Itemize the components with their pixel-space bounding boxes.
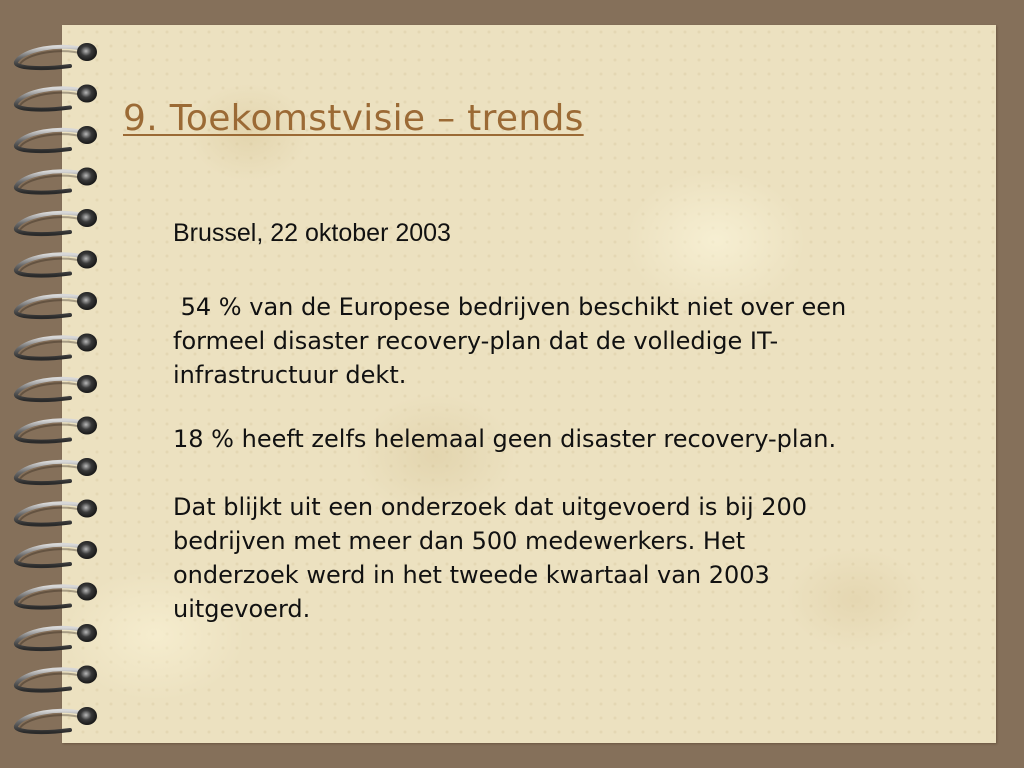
spiral-ring (16, 458, 97, 483)
spiral-ring (16, 541, 97, 566)
paragraph-statistic-54: 54 % van de Europese bedrijven beschikt niet over een formeel disaster recovery-plan dat de volledige IT-infrastructuur dekt. (173, 293, 854, 389)
paragraph-statistic-18: 18 % heeft zelfs helemaal geen disaster recovery-plan. (173, 425, 837, 453)
spiral-ring (16, 251, 97, 276)
spiral-ring (16, 85, 97, 110)
slide-body (173, 216, 873, 660)
spiral-ring (16, 624, 97, 649)
spiral-ring (16, 500, 97, 525)
spiral-ring (16, 126, 97, 151)
date-line: Brussel, 22 oktober 2003 (173, 219, 451, 247)
spiral-ring (16, 292, 97, 317)
spiral-ring (16, 209, 97, 234)
spiral-ring (16, 375, 97, 400)
spiral-ring (16, 666, 97, 691)
spiral-ring (16, 583, 97, 608)
spiral-ring (16, 168, 97, 193)
spiral-ring (16, 334, 97, 359)
spiral-ring (16, 707, 97, 732)
spiral-ring (16, 417, 97, 442)
paragraph-research-source: Dat blijkt uit een onderzoek dat uitgevoerd is bij 200 bedrijven met meer dan 500 medewerkers. Het onderzoek werd in het tweede kwartaal van 2003 uitgevoerd. (173, 493, 808, 623)
slide-title: 9. Toekomstvisie – trends (123, 98, 584, 139)
spiral-binding-icon (0, 0, 110, 768)
spiral-ring (16, 43, 97, 68)
